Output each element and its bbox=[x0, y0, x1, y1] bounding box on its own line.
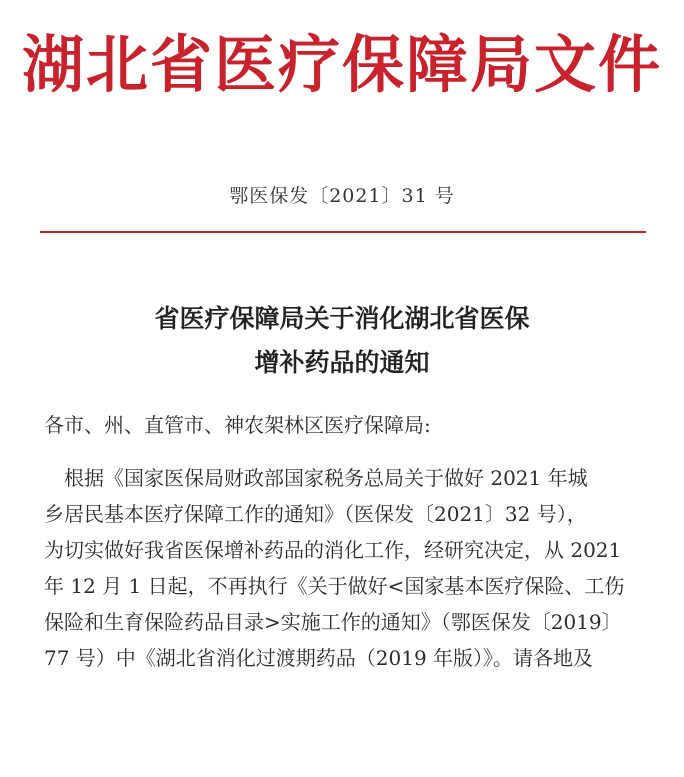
title-line-2: 增补药品的通知 bbox=[254, 348, 430, 377]
title-line-1: 省医疗保障局关于消化湖北省医保 bbox=[154, 304, 530, 333]
document-title bbox=[0, 297, 684, 385]
document-masthead: 湖北省医疗保障局文件 bbox=[21, 28, 662, 101]
body-line: 根据《国家医保局财政部国家税务总局关于做好 2021 年城 bbox=[44, 466, 588, 490]
body-line: 保险和生育保险药品目录>实施工作的通知》（鄂医保发〔2019〕 bbox=[44, 610, 622, 634]
body-line: 为切实做好我省医保增补药品的消化工作，经研究决定，从 2021 bbox=[44, 538, 622, 562]
body-text bbox=[44, 460, 644, 676]
body-line: 乡居民基本医疗保障工作的通知》（医保发〔2021〕32 号）， bbox=[44, 502, 587, 526]
document-number: 鄂医保发〔2021〕31 号 bbox=[229, 185, 455, 207]
red-divider-line bbox=[40, 231, 646, 233]
body-line: 77 号）中《湖北省消化过渡期药品（2019 年版）》。请各地及 bbox=[44, 646, 594, 670]
body-line: 年 12 月 1 日起，不再执行《关于做好<国家基本医疗保险、工伤 bbox=[44, 574, 625, 598]
salutation: 各市、州、直管市、神农架林区医疗保障局: bbox=[44, 413, 431, 437]
